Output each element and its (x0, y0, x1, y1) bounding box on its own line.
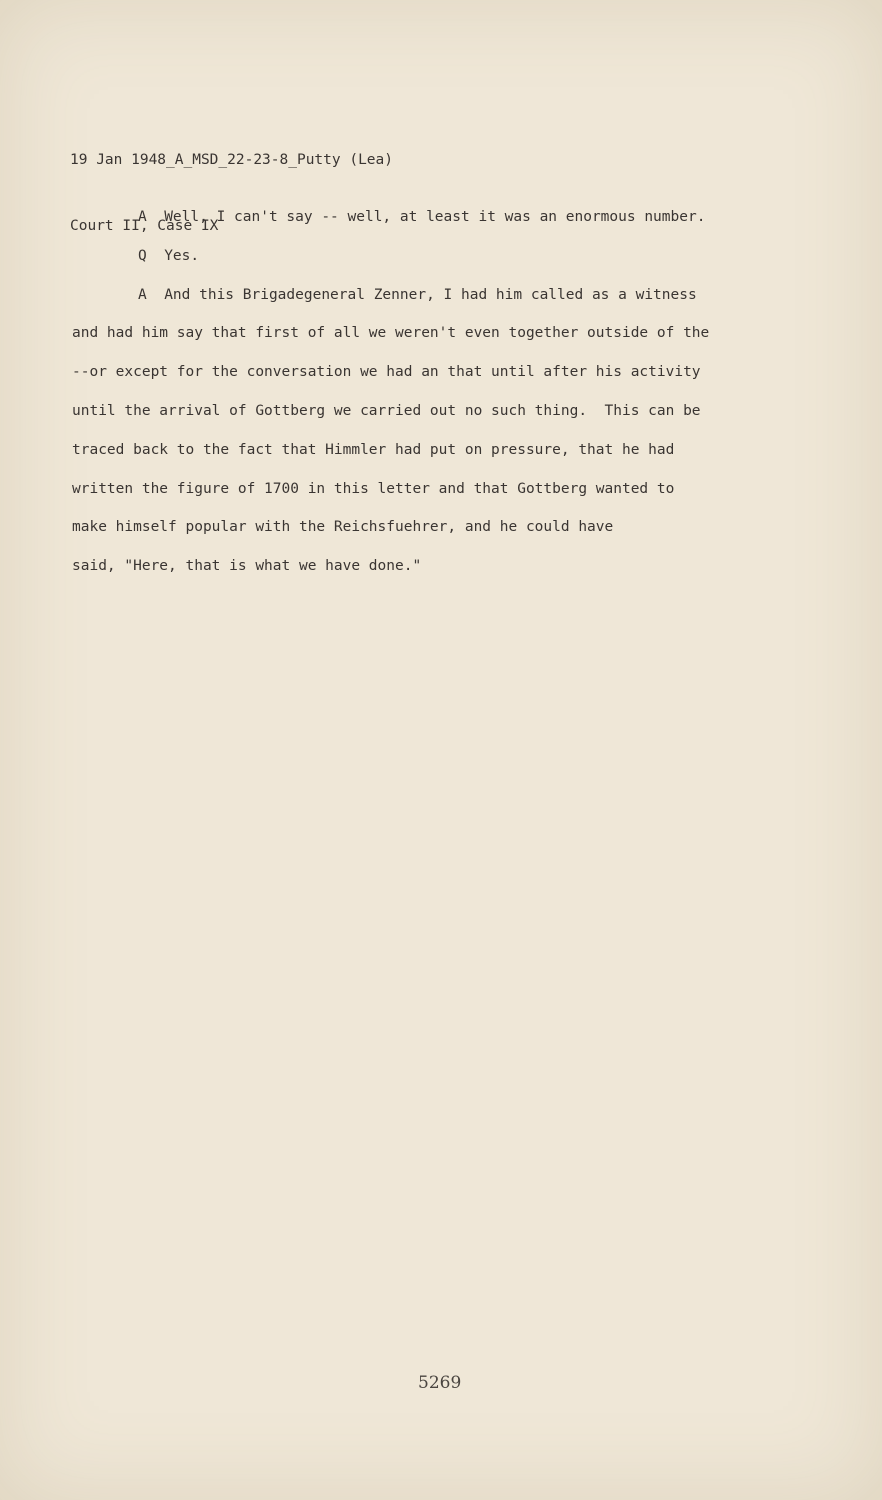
page-number: 5269 (418, 1373, 462, 1393)
text-line: said, "Here, that is what we have done." (72, 558, 422, 575)
answer-paragraph: A Well, I can't say -- well, at least it was an enormous number. (138, 209, 706, 225)
answer-paragraph (72, 276, 792, 586)
text-line: traced back to the fact that Himmler had put on pressure, that he had (72, 441, 675, 458)
transcript-body (72, 198, 792, 586)
text-line: A And this Brigadegeneral Zenner, I had him called as a witness (138, 286, 697, 303)
header-date-reference: 19 Jan 1948_A_MSD_22-23-8_Putty (Lea) (70, 152, 394, 168)
text-line: --or except for the conversation we had an that until after his activity (72, 364, 701, 381)
text-line: make himself popular with the Reichsfuehrer, and he could have (72, 519, 614, 536)
text-line: until the arrival of Gottberg we carried out no such thing. This can be (72, 402, 701, 419)
question-paragraph: Q Yes. (138, 247, 200, 264)
text-line: and had him say that first of all we weren't even together outside of the (72, 325, 710, 342)
header-court-case: Court II, Case IX (70, 218, 219, 234)
text-line: written the figure of 1700 in this letter and that Gottberg wanted to (72, 480, 675, 497)
